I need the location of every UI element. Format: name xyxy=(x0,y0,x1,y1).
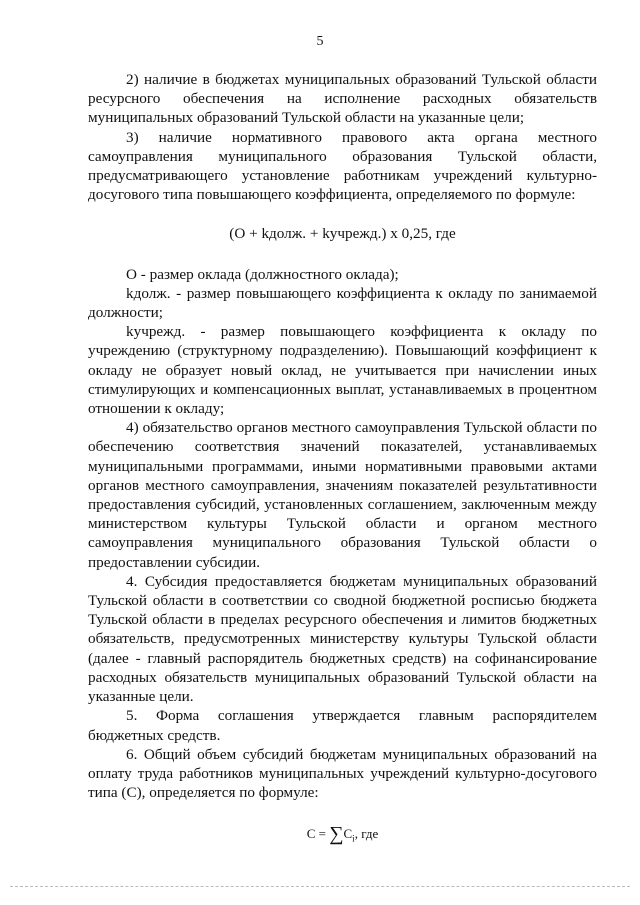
page-number: 5 xyxy=(316,34,324,49)
document-body xyxy=(88,70,597,849)
paragraph-normative-act: 3) наличие нормативного правового акта органа местного самоуправления муниципального образования Тульской области, предусматривающего установление работникам учреждений культурно-досугового типа повышающего коэффициента, определяемого по формуле: xyxy=(88,128,597,204)
paragraph-agreement-form: 5. Форма соглашения утверждается главным распорядителем бюджетных средств. xyxy=(88,707,597,744)
sum-formula-lhs: C = xyxy=(306,826,326,842)
sum-formula xyxy=(88,824,597,849)
paragraph-position-coefficient: kдолж. - размер повышающего коэффициента к окладу по занимаемой должности; xyxy=(88,284,597,322)
sum-formula-subscript: i xyxy=(352,833,355,844)
sigma-symbol: ∑ xyxy=(329,823,344,846)
paragraph-resource-provision: 2) наличие в бюджетах муниципальных образований Тульской области ресурсного обеспечения на исполнение расходных обязательств муниципальных образований Тульской области на указанные цели; xyxy=(88,71,597,127)
sum-formula-suffix: , где xyxy=(354,826,379,842)
paragraph-subsidy-provision: 4. Субсидия предоставляется бюджетам муниципальных образований Тульской области в соответствии со сводной бюджетной росписью бюджета Тульской области в пределах ресурсного обеспечения и лимитов бюджетных обязательств, предусмотренных министерству культуры Тульской области (далее - главный распорядитель бюджетных средств) на софинансирование расходных обязательств муниципальных образований Тульской области на указанные цели. xyxy=(88,572,597,706)
paragraph-obligation: 4) обязательство органов местного самоуправления Тульской области по обеспечению соответствия значений показателей, устанавливаемых муниципальными программами, иными нормативными правовыми актами органов местного самоуправления, значениям показателей результативности предоставления субсидий, установленных соглашением, заключенным между министерством культуры Тульской области и органом местного самоуправления муниципального образования Тульской области о предоставлении субсидии. xyxy=(88,419,597,571)
paragraph-institution-coefficient: kучрежд. - размер повышающего коэффициента к окладу по учреждению (структурному подразделению). Повышающий коэффициент к окладу не образует новый оклад, не учитывается при начислении иных стимулирующих и компенсационных выплат, устанавливаемых в процентном отношении к окладу; xyxy=(88,323,597,418)
paragraph-total-subsidy: 6. Общий объем субсидий бюджетам муниципальных образований на оплату труда работников муниципальных учреждений культурно-досугового типа (С), определяется по формуле: xyxy=(88,745,597,802)
coefficient-formula: (О + kдолж. + kучрежд.) x 0,25, где xyxy=(229,225,456,243)
paragraph-salary-definition: О - размер оклада (должностного оклада); xyxy=(126,265,399,283)
scan-artifact-line xyxy=(10,886,630,889)
sum-formula-term: C xyxy=(343,826,353,842)
